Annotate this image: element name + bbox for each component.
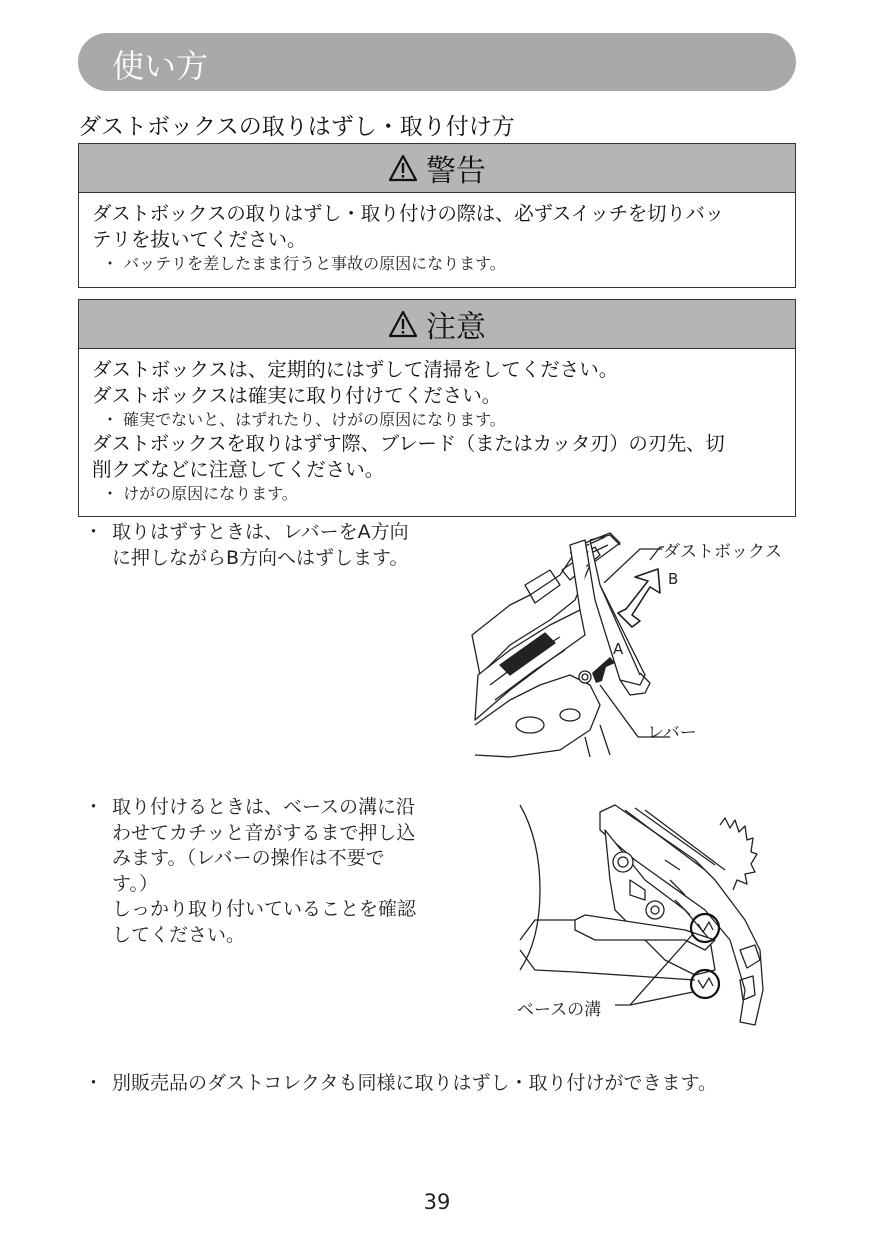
caution-box bbox=[78, 299, 796, 517]
bullet: ・ bbox=[84, 1072, 104, 1094]
label-a: A bbox=[613, 640, 624, 658]
caution-line: ダストボックスを取りはずす際、ブレード（またはカッタ刃）の刃先、切 bbox=[92, 432, 725, 455]
page-number: 39 bbox=[423, 1190, 451, 1214]
bullet: ・ bbox=[84, 521, 104, 543]
caution-triangle-icon bbox=[388, 310, 418, 338]
leader-line bbox=[600, 543, 670, 583]
warning-header bbox=[79, 144, 795, 193]
step2-line: してください。 bbox=[112, 923, 246, 946]
step2-line: わせてカチッと音がするまで押し込 bbox=[112, 821, 416, 844]
caution-note: ・ けがの原因になります。 bbox=[102, 484, 298, 503]
warning-line: テリを抜いてください。 bbox=[92, 228, 307, 251]
label-b: B bbox=[668, 570, 679, 588]
step3-text bbox=[84, 1071, 717, 1097]
section-heading: ダストボックスの取りはずし・取り付け方 bbox=[78, 114, 515, 140]
step2-line: みます。（レバーの操作は不要で bbox=[112, 847, 385, 869]
label-dustbox: ダストボックス bbox=[663, 542, 782, 562]
caution-header bbox=[79, 300, 795, 349]
caution-line: 削クズなどに注意してください。 bbox=[92, 458, 385, 481]
caution-line: ダストボックスは、定期的にはずして清掃をしてください。 bbox=[92, 358, 619, 381]
warning-line: ダストボックスの取りはずし・取り付けの際は、必ずスイッチを切りバッ bbox=[92, 202, 724, 225]
warning-box bbox=[78, 143, 796, 288]
step2-line: しっかり取り付いていることを確認 bbox=[112, 898, 417, 920]
label-lever: レバー bbox=[647, 723, 697, 743]
warning-note: ・ バッテリを差したまま行うと事故の原因になります。 bbox=[102, 254, 506, 273]
warning-title: 警告 bbox=[426, 154, 486, 189]
step1-text bbox=[84, 520, 409, 571]
header-bar bbox=[78, 33, 796, 91]
caution-title: 注意 bbox=[426, 310, 486, 345]
caution-line: ダストボックスは確実に取り付けてください。 bbox=[92, 384, 502, 407]
step2-line: 取り付けるときは、ベースの溝に沿 bbox=[112, 796, 416, 818]
label-base-groove: ベースの溝 bbox=[517, 1000, 602, 1020]
step3-line: 別販売品のダストコレクタも同様に取りはずし・取り付けができます。 bbox=[112, 1072, 717, 1094]
step2-line: す。） bbox=[112, 872, 158, 895]
bullet: ・ bbox=[84, 796, 104, 818]
step2-text bbox=[84, 795, 417, 948]
page-title: 使い方 bbox=[112, 47, 209, 85]
warning-triangle-icon bbox=[388, 154, 418, 182]
step1-line: 取りはずすときは、レバーをA方向 bbox=[112, 521, 409, 543]
step1-line: に押しながらB方向へはずします。 bbox=[112, 546, 409, 569]
caution-note: ・ 確実でないと、はずれたり、けがの原因になります。 bbox=[102, 410, 506, 429]
